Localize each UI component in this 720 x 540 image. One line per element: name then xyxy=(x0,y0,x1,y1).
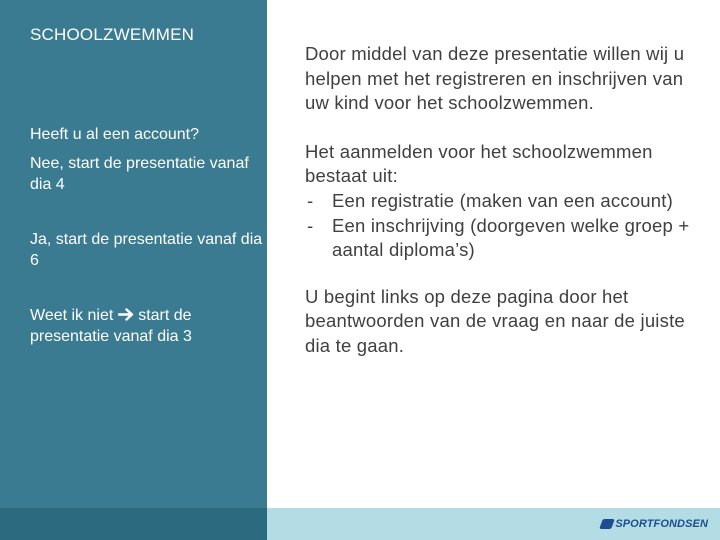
registration-steps-list xyxy=(305,189,695,263)
instruction-paragraph: U begint links op deze pagina door het beantwoorden van de vraag en naar de juiste dia te gaan. xyxy=(305,285,685,356)
list-dash: - xyxy=(307,189,314,211)
list-item-text: Een registratie (maken van een account) xyxy=(332,189,673,211)
option-ja-link[interactable]: Ja, start de presentatie vanaf dia 6 xyxy=(30,231,263,269)
logo-mark-icon xyxy=(599,519,615,529)
right-arrow-icon xyxy=(118,305,134,326)
option-weet-label-end: start de presentatie vanaf dia 3 xyxy=(30,307,192,345)
consists-of-paragraph: Het aanmelden voor het schoolzwemmen bestaat uit: xyxy=(305,140,653,187)
slide-title: SCHOOLZWEMMEN xyxy=(30,25,195,44)
left-panel xyxy=(0,0,269,540)
footer-left-block xyxy=(0,508,267,540)
content-column xyxy=(305,42,695,359)
account-question: Heeft u al een account? xyxy=(30,126,200,143)
option-weet-label-start: Weet ik niet xyxy=(30,307,118,324)
intro-paragraph: Door middel van deze presentatie willen wij u helpen met het registreren en inschrijven van uw kind voor het schoolzwemmen. xyxy=(305,43,685,114)
sportfondsen-logo xyxy=(601,516,708,532)
footer-bar xyxy=(0,508,720,540)
list-item xyxy=(305,214,695,263)
list-item xyxy=(305,189,695,214)
logo-text: SPORTFONDSEN xyxy=(615,518,708,530)
list-dash: - xyxy=(307,214,314,236)
option-nee-link[interactable]: Nee, start de presentatie vanaf dia 4 xyxy=(30,155,249,193)
list-item-text: Een inschrijving (doorgeven welke groep + aantal diploma’s) xyxy=(332,214,690,261)
option-weet-link[interactable] xyxy=(30,305,267,347)
